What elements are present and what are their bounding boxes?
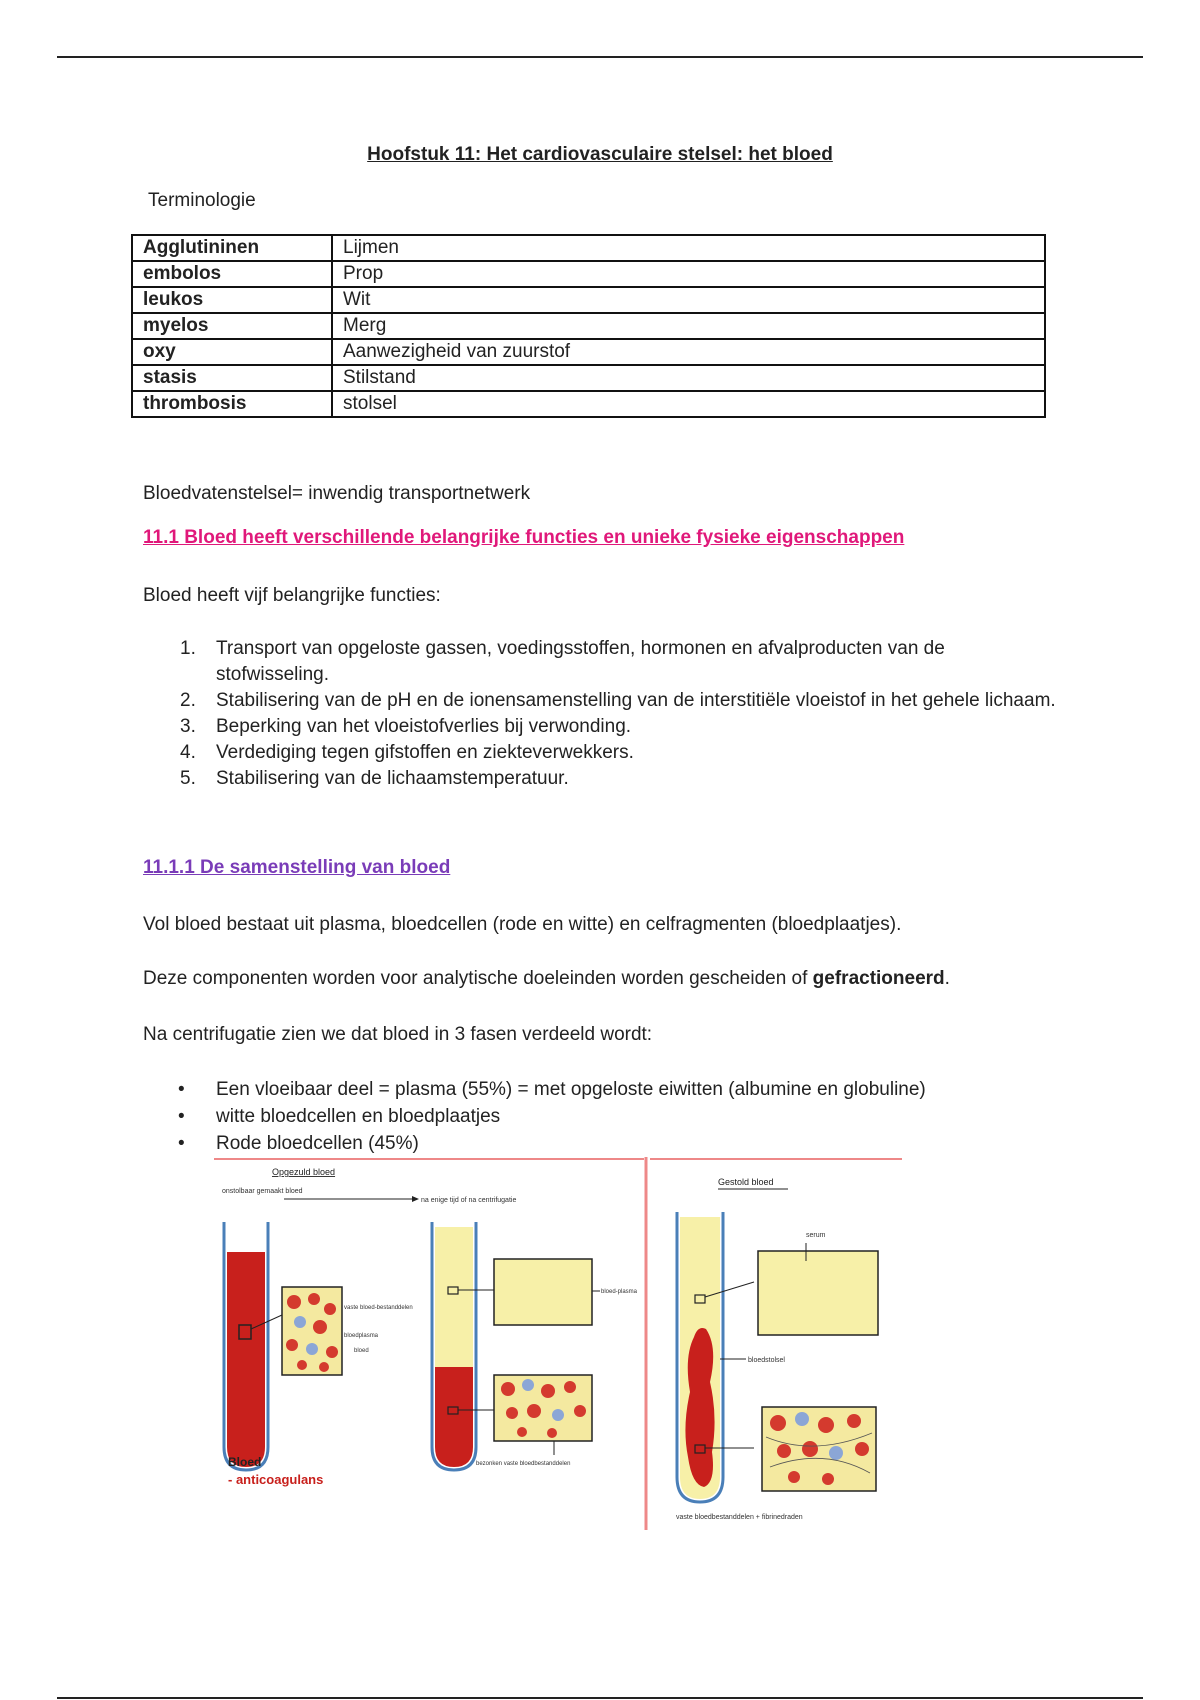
term-row	[132, 235, 1045, 261]
page-title: Hoofstuk 11: Het cardiovasculaire stelsel: het bloed	[367, 144, 833, 165]
function-text: Stabilisering van de lichaamstemperatuur.	[216, 768, 569, 789]
function-text: Verdediging tegen gifstoffen en ziekteverwekkers.	[216, 742, 634, 763]
serum-inset	[758, 1251, 878, 1335]
terminology-table	[131, 234, 1046, 418]
function-number: 3.	[180, 716, 196, 737]
left-caption: Bloed	[228, 1455, 262, 1469]
term-row	[132, 339, 1045, 365]
label-bloed-small: bloed	[354, 1348, 369, 1354]
clot-inset	[762, 1407, 876, 1491]
term-row	[132, 313, 1045, 339]
label-serum: serum	[806, 1232, 826, 1239]
fractionation-paragraph	[143, 968, 950, 990]
meaning-cell: stolsel	[332, 391, 1045, 417]
term-row	[132, 261, 1045, 287]
definition-text: Bloedvatenstelsel= inwendig transportnetwerk	[143, 483, 531, 504]
phase-item	[178, 1076, 926, 1103]
phase-text: Rode bloedcellen (45%)	[216, 1133, 419, 1154]
function-number: 5.	[180, 768, 196, 789]
phase-item	[178, 1103, 926, 1130]
function-text: Stabilisering van de pH en de ionensamenstelling van de interstitiële vloeistof in het gehele lichaam.	[216, 690, 1056, 711]
label-vaste: vaste bloed-bestanddelen	[344, 1305, 413, 1311]
bottom-rule	[57, 1697, 1143, 1699]
phase-text: witte bloedcellen en bloedplaatjes	[216, 1106, 501, 1127]
function-item	[180, 714, 1060, 740]
meaning-cell: Merg	[332, 313, 1045, 339]
composition-paragraph: Vol bloed bestaat uit plasma, bloedcellen (rode en witte) en celfragmenten (bloedplaatjes).	[143, 914, 902, 935]
term-cell: embolos	[132, 261, 332, 287]
function-item	[180, 766, 1060, 792]
meaning-cell: Wit	[332, 287, 1045, 313]
phases-list	[178, 1076, 926, 1157]
blood-cells-inset	[282, 1287, 342, 1375]
centrifugation-paragraph: Na centrifugatie zien we dat bloed in 3 fasen verdeeld wordt:	[143, 1024, 653, 1045]
term-cell: thrombosis	[132, 391, 332, 417]
term-cell: oxy	[132, 339, 332, 365]
functions-list	[180, 636, 1060, 792]
para2-bold: gefractioneerd	[812, 968, 945, 989]
sediment-inset	[494, 1375, 592, 1441]
label-plasma: bloed-plasma	[601, 1289, 638, 1295]
term-cell: Agglutininen	[132, 235, 332, 261]
para2-start: Deze componenten worden voor analytische doeleinden worden gescheiden of	[143, 968, 813, 989]
plasma-inset	[494, 1259, 592, 1325]
term-cell: myelos	[132, 313, 332, 339]
functions-intro: Bloed heeft vijf belangrijke functies:	[143, 585, 441, 606]
function-number: 4.	[180, 742, 196, 763]
label-stolsel: bloedstolsel	[748, 1357, 785, 1364]
section-heading: 11.1 Bloed heeft verschillende belangrijke functies en unieke fysieke eigenschappen	[143, 527, 905, 548]
function-text: Transport van opgeloste gassen, voedingsstoffen, hormonen en afvalproducten van de stofwisseling.	[216, 638, 945, 685]
phase-item	[178, 1130, 926, 1157]
bullet-icon: •	[178, 1106, 185, 1127]
para2-end: .	[944, 968, 950, 989]
top-rule	[57, 56, 1143, 58]
terminology-subheading: Terminologie	[148, 190, 256, 211]
function-item	[180, 636, 1060, 688]
phase-text: Een vloeibaar deel = plasma (55%) = met opgeloste eiwitten (albumine en globuline)	[216, 1079, 926, 1100]
meaning-cell: Stilstand	[332, 365, 1045, 391]
label-bottom-mid: bezonken vaste bloedbestanddelen	[476, 1461, 571, 1467]
function-item	[180, 740, 1060, 766]
term-cell: leukos	[132, 287, 332, 313]
term-row	[132, 287, 1045, 313]
right-title: Gestold bloed	[718, 1177, 774, 1187]
term-row	[132, 365, 1045, 391]
left-note: onstolbaar gemaakt bloed	[222, 1188, 303, 1195]
subsection-heading: 11.1.1 De samenstelling van bloed	[143, 857, 451, 878]
meaning-cell: Prop	[332, 261, 1045, 287]
term-row	[132, 391, 1045, 417]
label-bloedplasma-small: bloedplasma	[344, 1333, 379, 1339]
meaning-cell: Aanwezigheid van zuurstof	[332, 339, 1045, 365]
meaning-cell: Lijmen	[332, 235, 1045, 261]
function-number: 2.	[180, 690, 196, 711]
blood-separation-figure	[214, 1157, 904, 1530]
function-number: 1.	[180, 638, 196, 659]
left-title: Opgezuld bloed	[272, 1167, 336, 1177]
arrow-note: na enige tijd of na centrifugatie	[421, 1197, 517, 1204]
function-text: Beperking van het vloeistofverlies bij verwonding.	[216, 716, 632, 737]
term-cell: stasis	[132, 365, 332, 391]
left-caption-red: - anticoagulans	[228, 1472, 324, 1487]
bullet-icon: •	[178, 1079, 185, 1100]
function-item	[180, 688, 1060, 714]
bullet-icon: •	[178, 1133, 185, 1154]
right-caption: vaste bloedbestanddelen + fibrinedraden	[676, 1514, 803, 1521]
